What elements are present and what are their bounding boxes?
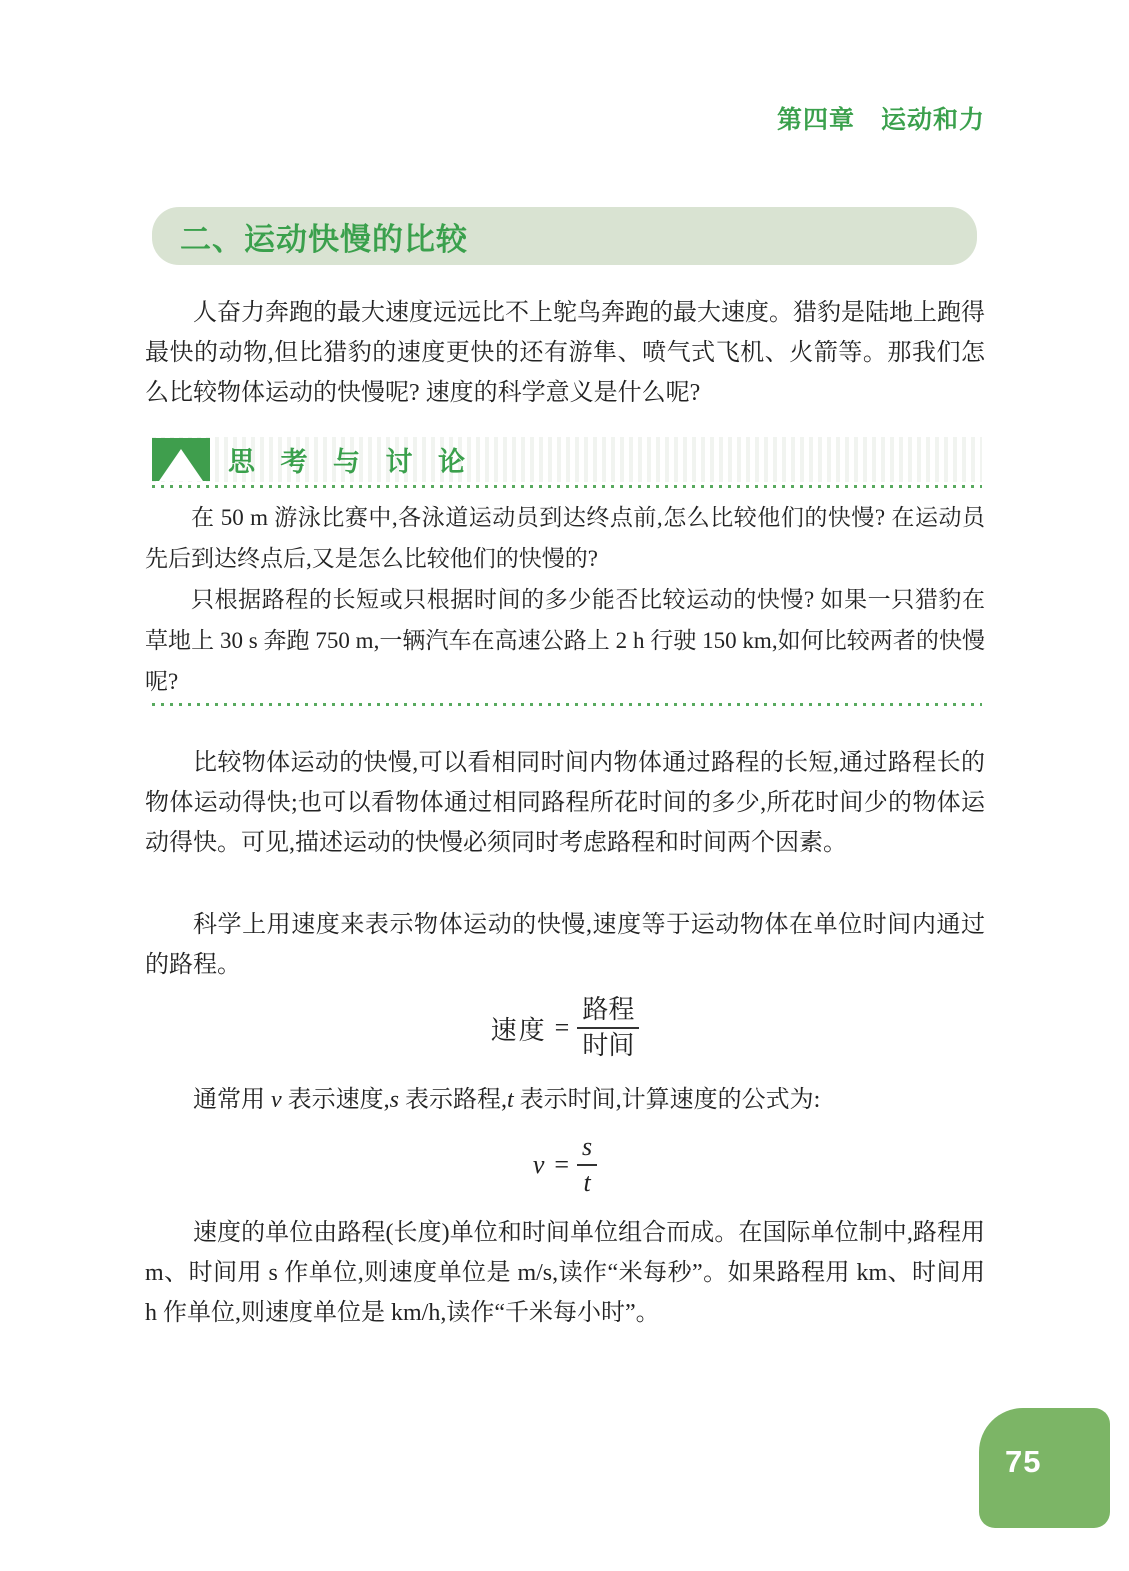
speed-definition-paragraph: 科学上用速度来表示物体运动的快慢,速度等于运动物体在单位时间内通过的路程。: [145, 912, 985, 978]
compare-paragraph: 比较物体运动的快慢,可以看相同时间内物体通过路程的长短,通过路程长的物体运动得快;也可以看物体通过相同路程所花时间的多少,所花时间少的物体运动得快。可见,描述运动的快慢必须同时考虑路程和时间两个因素。: [145, 750, 985, 856]
think-discuss-title: 思 考 与 讨 论: [228, 447, 475, 477]
chapter-header: 第四章 运动和力: [776, 106, 985, 134]
section-title-banner: [152, 207, 977, 265]
symbols-text-4: 表示时间,计算速度的公式为:: [513, 1087, 821, 1113]
page-number: 75: [1005, 1444, 1042, 1479]
page-number-badge: [979, 1408, 1110, 1528]
speed-formula-symbolic: [145, 1132, 985, 1198]
fraction: [577, 995, 639, 1061]
equals-sign: =: [554, 1013, 570, 1042]
formula-lhs: v: [532, 1150, 547, 1179]
symbols-text-1: 通常用: [193, 1087, 271, 1113]
think-discuss-header: [152, 437, 982, 482]
fraction-numerator: s: [577, 1132, 597, 1166]
units-paragraph: 速度的单位由路程(长度)单位和时间单位组合而成。在国际单位制中,路程用 m、时间用 s 作单位,则速度单位是 m/s,读作“米每秒”。如果路程用 km、时间用 h 作单位,则速度单位是 km/h,读作“千米每小时”。: [145, 1220, 985, 1326]
symbols-paragraph: [145, 1080, 985, 1120]
intro-paragraph: 人奋力奔跑的最大速度远远比不上鸵鸟奔跑的最大速度。猎豹是陆地上跑得最快的动物,但比猎豹的速度更快的还有游隼、喷气式飞机、火箭等。那我们怎么比较物体运动的快慢呢? 速度的科学意义是什么呢?: [145, 300, 985, 406]
think-discuss-body: [145, 497, 985, 702]
dotted-divider-bottom: [152, 703, 982, 706]
symbols-text-3: 表示路程,: [399, 1087, 507, 1113]
fraction-denominator: 时间: [582, 1031, 635, 1060]
variable-v: v: [271, 1087, 282, 1113]
symbols-text-2: 表示速度,: [281, 1087, 390, 1113]
chevron-flag-icon: [152, 438, 210, 481]
fraction-numerator: 路程: [577, 995, 639, 1029]
equals-sign: =: [554, 1150, 570, 1179]
fraction: [577, 1132, 597, 1198]
think-discuss-paragraph-1: 在 50 m 游泳比赛中,各泳道运动员到达终点前,怎么比较他们的快慢? 在运动员先后到达终点后,又是怎么比较他们的快慢的?: [145, 505, 985, 571]
formula-lhs: 速度: [490, 1015, 547, 1045]
speed-formula-chinese: [145, 995, 985, 1061]
think-discuss-paragraph-2: 只根据路程的长短或只根据时间的多少能否比较运动的快慢? 如果一只猎豹在草地上 30 s 奔跑 750 m,一辆汽车在高速公路上 2 h 行驶 150 km,如何比较两者的快慢呢?: [145, 587, 985, 694]
variable-t: t: [507, 1087, 514, 1113]
section-title: 二、运动快慢的比较: [180, 221, 468, 257]
variable-s: s: [389, 1087, 399, 1113]
fraction-denominator: t: [583, 1168, 591, 1197]
dotted-divider-top: [152, 485, 982, 488]
